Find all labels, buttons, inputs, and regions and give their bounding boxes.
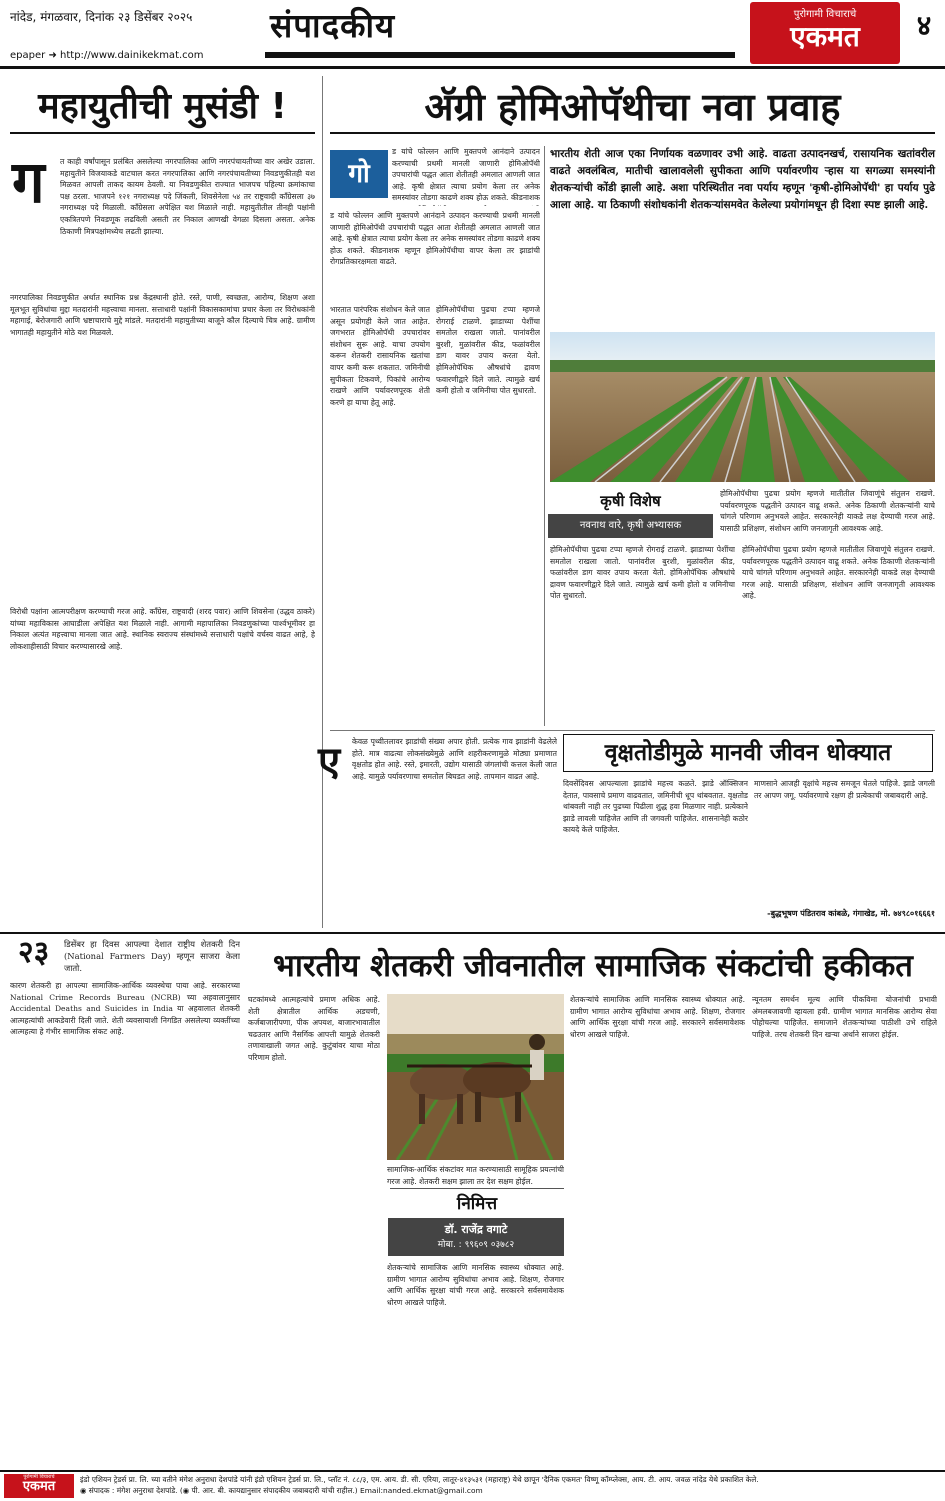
farmers-text-col1: कारण शेतकरी हा आपल्या सामाजिक-आर्थिक व्यवस्थेचा पाया आहे. सरकारच्या National Crime Records Bureau (NCRB) च्या अहवालानुसार Accidental Deaths and Suicides in India या अहवालात शेतकरी आत्महत्यांची आकडेवारी दिली जाते. शेती व्यवसायाशी निगडित असलेल्या व्यक्तींच्या आत्महत्या हे गंभीर सामाजिक संकट आहे. <box>10 981 240 1037</box>
homeo-text-col1: ड यांचे फोल्लन आणि मुक्तपणे आनंदाने उत्पादन करण्याची प्रथमी मानली जाणारी होमिओपॅथी उपचारांची पद्धत आता शेतीतही अमलात आणली जात आहे. कृषी क्षेत्रात त्याचा प्रयोग केला तर अनेक समस्यांवर तोडगा काढणे शक्य होऊ शकते. कीडनाशक म्हणून होमिओपॅथीचा वापर केला तर झाडांची रोगप्रतिकारक्षमता वाढते. <box>330 211 540 267</box>
epaper-link[interactable] <box>10 50 204 61</box>
editorial-text-col3: विरोधी पक्षांना आत्मपरीक्षण करण्याची गरज आहे. काँग्रेस, राष्ट्रवादी (शरद पवार) आणि शिवसेना (उद्धव ठाकरे) यांच्या महाविकास आघाडीला अपेक्षित यश मिळाले नाही. आगामी महापालिका निवडणुकांच्या पार्श्वभूमीवर हा निकाल अत्यंत महत्त्वाचा मानला जात आहे. स्थानिक स्वराज्य संस्थांमध्ये सत्ताधारी पक्षांचे वर्चस्व वाढत आहे, हे लोकशाहीसाठी विचार करण्यासारखे आहे. <box>10 607 315 651</box>
trees-headline: वृक्षतोडीमुळे मानवी जीवन धोक्यात <box>563 734 933 772</box>
imprint <box>80 1474 940 1496</box>
imprint-line2: ◉ संपादक : मंगेश अनुराधा देशपांडे. (◉ पी. आर. बी. कायद्यानुसार संपादकीय जबाबदारी यांची राहील.) Email:nanded.ekmat@gmail.com <box>80 1486 483 1495</box>
homeo-lead: भारतीय शेती आज एका निर्णायक वळणावर उभी आहे. वाढता उत्पादनखर्च, रासायनिक खतांवरील वाढते अवलंबित्व, मातीची खालावलेली सुपीकता आणि पर्यावरणीय ऱ्हास या सगळ्या समस्यांनी शेतकऱ्यांची कोंडी झाली आहे. अशा परिस्थितीत नवा पर्याय म्हणून 'कृषी-होमिओपॅथी' हा पर्याय पुढे आला आहे. या ठिकाणी संशोधकांनी शेतकऱ्यांसमवेत केलेल्या प्रयोगांमधून ही दिशा स्पष्ट झाली आहे. <box>550 148 935 211</box>
column-divider <box>544 146 545 726</box>
farmers-date-numeral: २३ <box>18 935 50 970</box>
homeo-text-col2: भारतात पारंपरिक संशोधन केले जात असून प्रयोगही केले जात आहेत. जगभरात होमिओपॅथी उपचारांवर संशोधन सुरू आहे. याचा उपयोग करून शेतकरी रासायनिक खतांचा वापर कमी करू शकतात. जमिनीची सुपीकता टिकवणे, पिकांचे आरोग्य राखणे आणि पर्यावरणपूरक शेती करणे हा याचा हेतू आहे. <box>330 305 430 407</box>
footer-logo-name: एकमत <box>22 1479 56 1494</box>
section-title: संपादकीय <box>270 6 396 45</box>
byline-label: निमित्त <box>390 1188 564 1218</box>
logo-name: एकमत <box>790 20 860 53</box>
byline-author: डॉ. राजेंद्र वगाटे <box>444 1223 508 1236</box>
homeo-text-col4: होमिओपॅथीचा पुढचा टप्पा म्हणजे रोगराई टाळणे. झाडाच्या पेशींचा समतोल राखला जातो. पानांवरील बुरशी, मुळांवरील कीड, फळांवरील डाग यावर उपाय करता येतो. होमिओपॅथिक औषधांचे द्रावण फवारणीद्वारे दिले जाते. त्यामुळे खर्च कमी होतो व जमिनीचा पोत सुधारतो. <box>550 545 735 601</box>
newspaper-logo <box>750 2 900 64</box>
homeo-text-col5: होमिओपॅथीचा पुढचा प्रयोग म्हणजे मातीतील जिवाणूंचे संतुलन राखणे. पर्यावरणपूरक पद्धतीने उत्पादन वाढू शकते. अनेक ठिकाणी शेतकऱ्यांनी याचे चांगले परिणाम अनुभवले आहेत. सरकारनेही याकडे लक्ष देण्याची गरज आहे. यासाठी प्रशिक्षण, संशोधन आणि जनजागृती आवश्यक आहे. <box>742 545 935 601</box>
epaper-label: epaper <box>10 50 46 61</box>
field-photo <box>550 332 935 482</box>
trees-text-col1: केवळ पृथ्वीतलावर झाडांची संख्या अपार होती. प्रत्येक गाव झाडांनी वेढलेले होते. मात्र वाढत्या लोकसंख्येमुळे आणि शहरीकरणामुळे मोठ्या प्रमाणात वृक्षतोड होत आहे. रस्ते, इमारती, उद्योग यासाठी जंगलांची कत्तल केली जात आहे. यामुळे पर्यावरणाचा समतोल बिघडत आहे. तापमान वाढत आहे. <box>352 737 557 781</box>
footer-logo-tagline: पुरोगामी विचाराचे <box>23 1474 55 1480</box>
divider <box>0 1470 945 1472</box>
byline-author: नवनाथ वारे, कृषी अभ्यासक <box>548 514 713 538</box>
editorial-headline: महायुतीची मुसंडी ! <box>38 86 287 127</box>
farmers-text-col2: घटकांमध्ये आत्महत्यांचे प्रमाण अधिक आहे. शेती क्षेत्रातील आर्थिक अडचणी, कर्जबाजारीपणा, पीक अपयश, बाजारभावातील चढउतार आणि नैसर्गिक आपत्ती यामुळे शेतकरी तणावाखाली जगत आहे. कुटुंबांवर याचा मोठा परिणाम होतो. <box>248 995 380 1062</box>
editorial-dropcap: ग <box>12 148 45 216</box>
editorial-text-col1: त काही वर्षांपासून प्रलंबित असलेल्या नगरपालिका आणि नगरपंचायतीच्या वार अखेर उडाला. महायुतीने विजयाकडे वाटचाल करत नगरपालिका आणि नगरपंचायतीच्या निवडणुकीतही यश मिळवत आपली ताकद कायम ठेवली. या निवडणुकीत राज्यात भाजपच पहिल्या क्रमांकाचा पक्ष ठरला. भाजपने १२१ नगराध्यक्ष पदे जिंकली, शिवसेनेला ५४ तर राष्ट्रवादी काँग्रेसला ३७ नगराध्यक्ष पदे मिळाली. काँग्रेसला अपेक्षित यश मिळाले नाही. महायुतीतील तीनही पक्षांनी एकत्रितपणे निवडणूक लढविली असती तर निकाल आणखी वेगळा दिसला असता. अनेक ठिकाणी मित्रपक्षांमध्येच लढती झाल्या. <box>60 157 315 236</box>
trees-signature: -बुद्धभूषण पंडितराव कांबळे, गंगाखेड, मो. ७४९८०१६६६१ <box>767 909 935 918</box>
farmers-text-col5: न्यूनतम समर्थन मूल्य आणि पीकविमा योजनांची प्रभावी अंमलबजावणी व्हायला हवी. ग्रामीण भागात मानसिक आरोग्य सेवा पोहोचल्या पाहिजेत. समाजाने शेतकऱ्यांच्या पाठीशी उभे राहिले पाहिजे. तरच शेतकरी दिन खऱ्या अर्थाने साजरा होईल. <box>752 995 937 1039</box>
divider <box>0 932 945 934</box>
byline-title: कृषी विशेष <box>548 488 713 514</box>
section-rule <box>265 52 735 58</box>
homeo-text-col3: होमिओपॅथीचा पुढचा टप्पा म्हणजे रोगराई टाळणे. झाडाच्या पेशींचा समतोल राखला जातो. पानांवरील बुरशी, मुळांवरील कीड, फळांवरील डाग यावर उपाय करता येतो. होमिओपॅथिक औषधांचे द्रावण फवारणीद्वारे दिले जाते. त्यामुळे खर्च कमी होतो व जमिनीचा पोत सुधारतो. <box>436 305 540 396</box>
editorial-text-col2: नगरपालिका निवडणुकीत अर्थात स्थानिक प्रश्न केंद्रस्थानी होते. रस्ते, पाणी, स्वच्छता, आरोग्य, शिक्षण अशा मूलभूत सुविधांचा मुद्दा मतदारांनी महत्त्वाचा मानला. सत्ताधारी पक्षांनी विकासकामांचा प्रचार केला तर विरोधकांनी महागाई, बेरोजगारी आणि भ्रष्टाचाराचे मुद्दे मांडले. मतदारांनी महायुतीच्या बाजूने कौल दिल्याचे चित्र आहे. ग्रामीण भागातही महायुतीने मोठे यश मिळवले. <box>10 293 315 337</box>
globe-icon: ➜ <box>48 50 57 61</box>
column-divider <box>322 76 323 928</box>
trees-text-col3: माणसाने आजही वृक्षांचे महत्त्व समजून घेतले पाहिजे. झाडे जगली तर आपण जगू. पर्यावरणाचे रक्षण ही प्रत्येकाची जबाबदारी आहे. <box>754 779 935 800</box>
divider <box>0 66 945 69</box>
divider <box>330 132 935 134</box>
logo-tagline: पुरोगामी विचाराचे <box>793 9 857 20</box>
homeo-dropcap: गो <box>330 150 388 198</box>
byline-mobile: मोबा. : ९९६०९ ०३७८२ <box>437 1240 515 1250</box>
farmers-byline-box <box>388 1218 564 1256</box>
divider <box>10 132 315 134</box>
trees-text-col2: दिवसेंदिवस आपल्याला झाडांचे महत्त्व कळते. झाडे ऑक्सिजन देतात, पावसाचे प्रमाण वाढवतात, जमिनीची धूप थांबवतात. वृक्षतोड थांबवली नाही तर पुढच्या पिढीला शुद्ध हवा मिळणार नाही. प्रत्येकाने झाडे लावली पाहिजेत आणि ती जगवली पाहिजेत. शासनानेही कठोर कायदे केले पाहिजेत. <box>563 779 748 835</box>
footer-logo <box>4 1474 74 1498</box>
farmers-intro: डिसेंबर हा दिवस आपल्या देशात राष्ट्रीय शेतकरी दिन (National Farmers Day) म्हणून साजरा केला जातो. <box>64 939 240 973</box>
trees-dropcap: ए <box>318 738 341 785</box>
farmer-bullocks-photo <box>387 994 564 1160</box>
epaper-url: http://www.dainikekmat.com <box>60 50 204 61</box>
page-number: ४ <box>916 9 932 42</box>
homeo-text-col1a: ड यांचे फोल्लन आणि मुक्तपणे आनंदाने उत्पादन करण्याची प्रथमी मानली जाणारी होमिओपॅथी उपचारांची पद्धत आता शेतीतही अमलात आणली जात आहे. कृषी क्षेत्रात त्याचा प्रयोग केला तर अनेक समस्यांवर तोडगा काढणे शक्य होऊ शकते. कीडनाशक <box>392 147 540 203</box>
farmers-text-under-photo: सामाजिक-आर्थिक संकटांवर मात करण्यासाठी सामूहिक प्रयत्नांची गरज आहे. शेतकरी सक्षम झाला तर देश सक्षम होईल. <box>387 1165 564 1186</box>
homeo-text-col4a: होमिओपॅथीचा पुढचा प्रयोग म्हणजे मातीतील जिवाणूंचे संतुलन राखणे. पर्यावरणपूरक पद्धतीने उत्पादन वाढू शकते. अनेक ठिकाणी शेतकऱ्यांनी याचे चांगले परिणाम अनुभवले आहेत. सरकारनेही याकडे लक्ष देण्याची गरज आहे. यासाठी प्रशिक्षण, संशोधन आणि जनजागृती आवश्यक आहे. <box>720 489 935 533</box>
divider <box>330 730 935 731</box>
farmers-headline: भारतीय शेतकरी जीवनातील सामाजिक संकटांची हकीकत <box>273 948 913 984</box>
farmers-text-col4: शेतकऱ्यांचे सामाजिक आणि मानसिक स्वास्थ्य धोक्यात आहे. ग्रामीण भागात आरोग्य सुविधांचा अभाव आहे. शिक्षण, रोजगार आणि आर्थिक सुरक्षा यांची गरज आहे. सरकारने सर्वसमावेशक धोरण आखले पाहिजे. <box>570 995 745 1039</box>
imprint-line1: इंडो एशियन ट्रेडर्स प्रा. लि. च्या वतीने मंगेश अनुराधा देशपांडे यांनी इंडो एशियन ट्रेडर्स प्रा. लि., प्लॉट नं. ८८/३, एम. आय. डी. सी. एरिया, लातूर-४१३५३१ (महाराष्ट्र) येथे छापून 'दैनिक एकमत' विष्णू कॉम्प्लेक्स, आय. टी. आय. जवळ नांदेड येथे प्रकाशित केले. <box>80 1475 759 1484</box>
farmers-text-col3: शेतकऱ्यांचे सामाजिक आणि मानसिक स्वास्थ्य धोक्यात आहे. ग्रामीण भागात आरोग्य सुविधांचा अभाव आहे. शिक्षण, रोजगार आणि आर्थिक सुरक्षा यांची गरज आहे. सरकारने सर्वसमावेशक धोरण आखले पाहिजे. <box>387 1263 564 1307</box>
date-line: नांदेड, मंगळवार, दिनांक २३ डिसेंबर २०२५ <box>10 10 193 24</box>
homeo-headline: अ‍ॅग्री होमिओपॅथीचा नवा प्रवाह <box>424 85 841 129</box>
